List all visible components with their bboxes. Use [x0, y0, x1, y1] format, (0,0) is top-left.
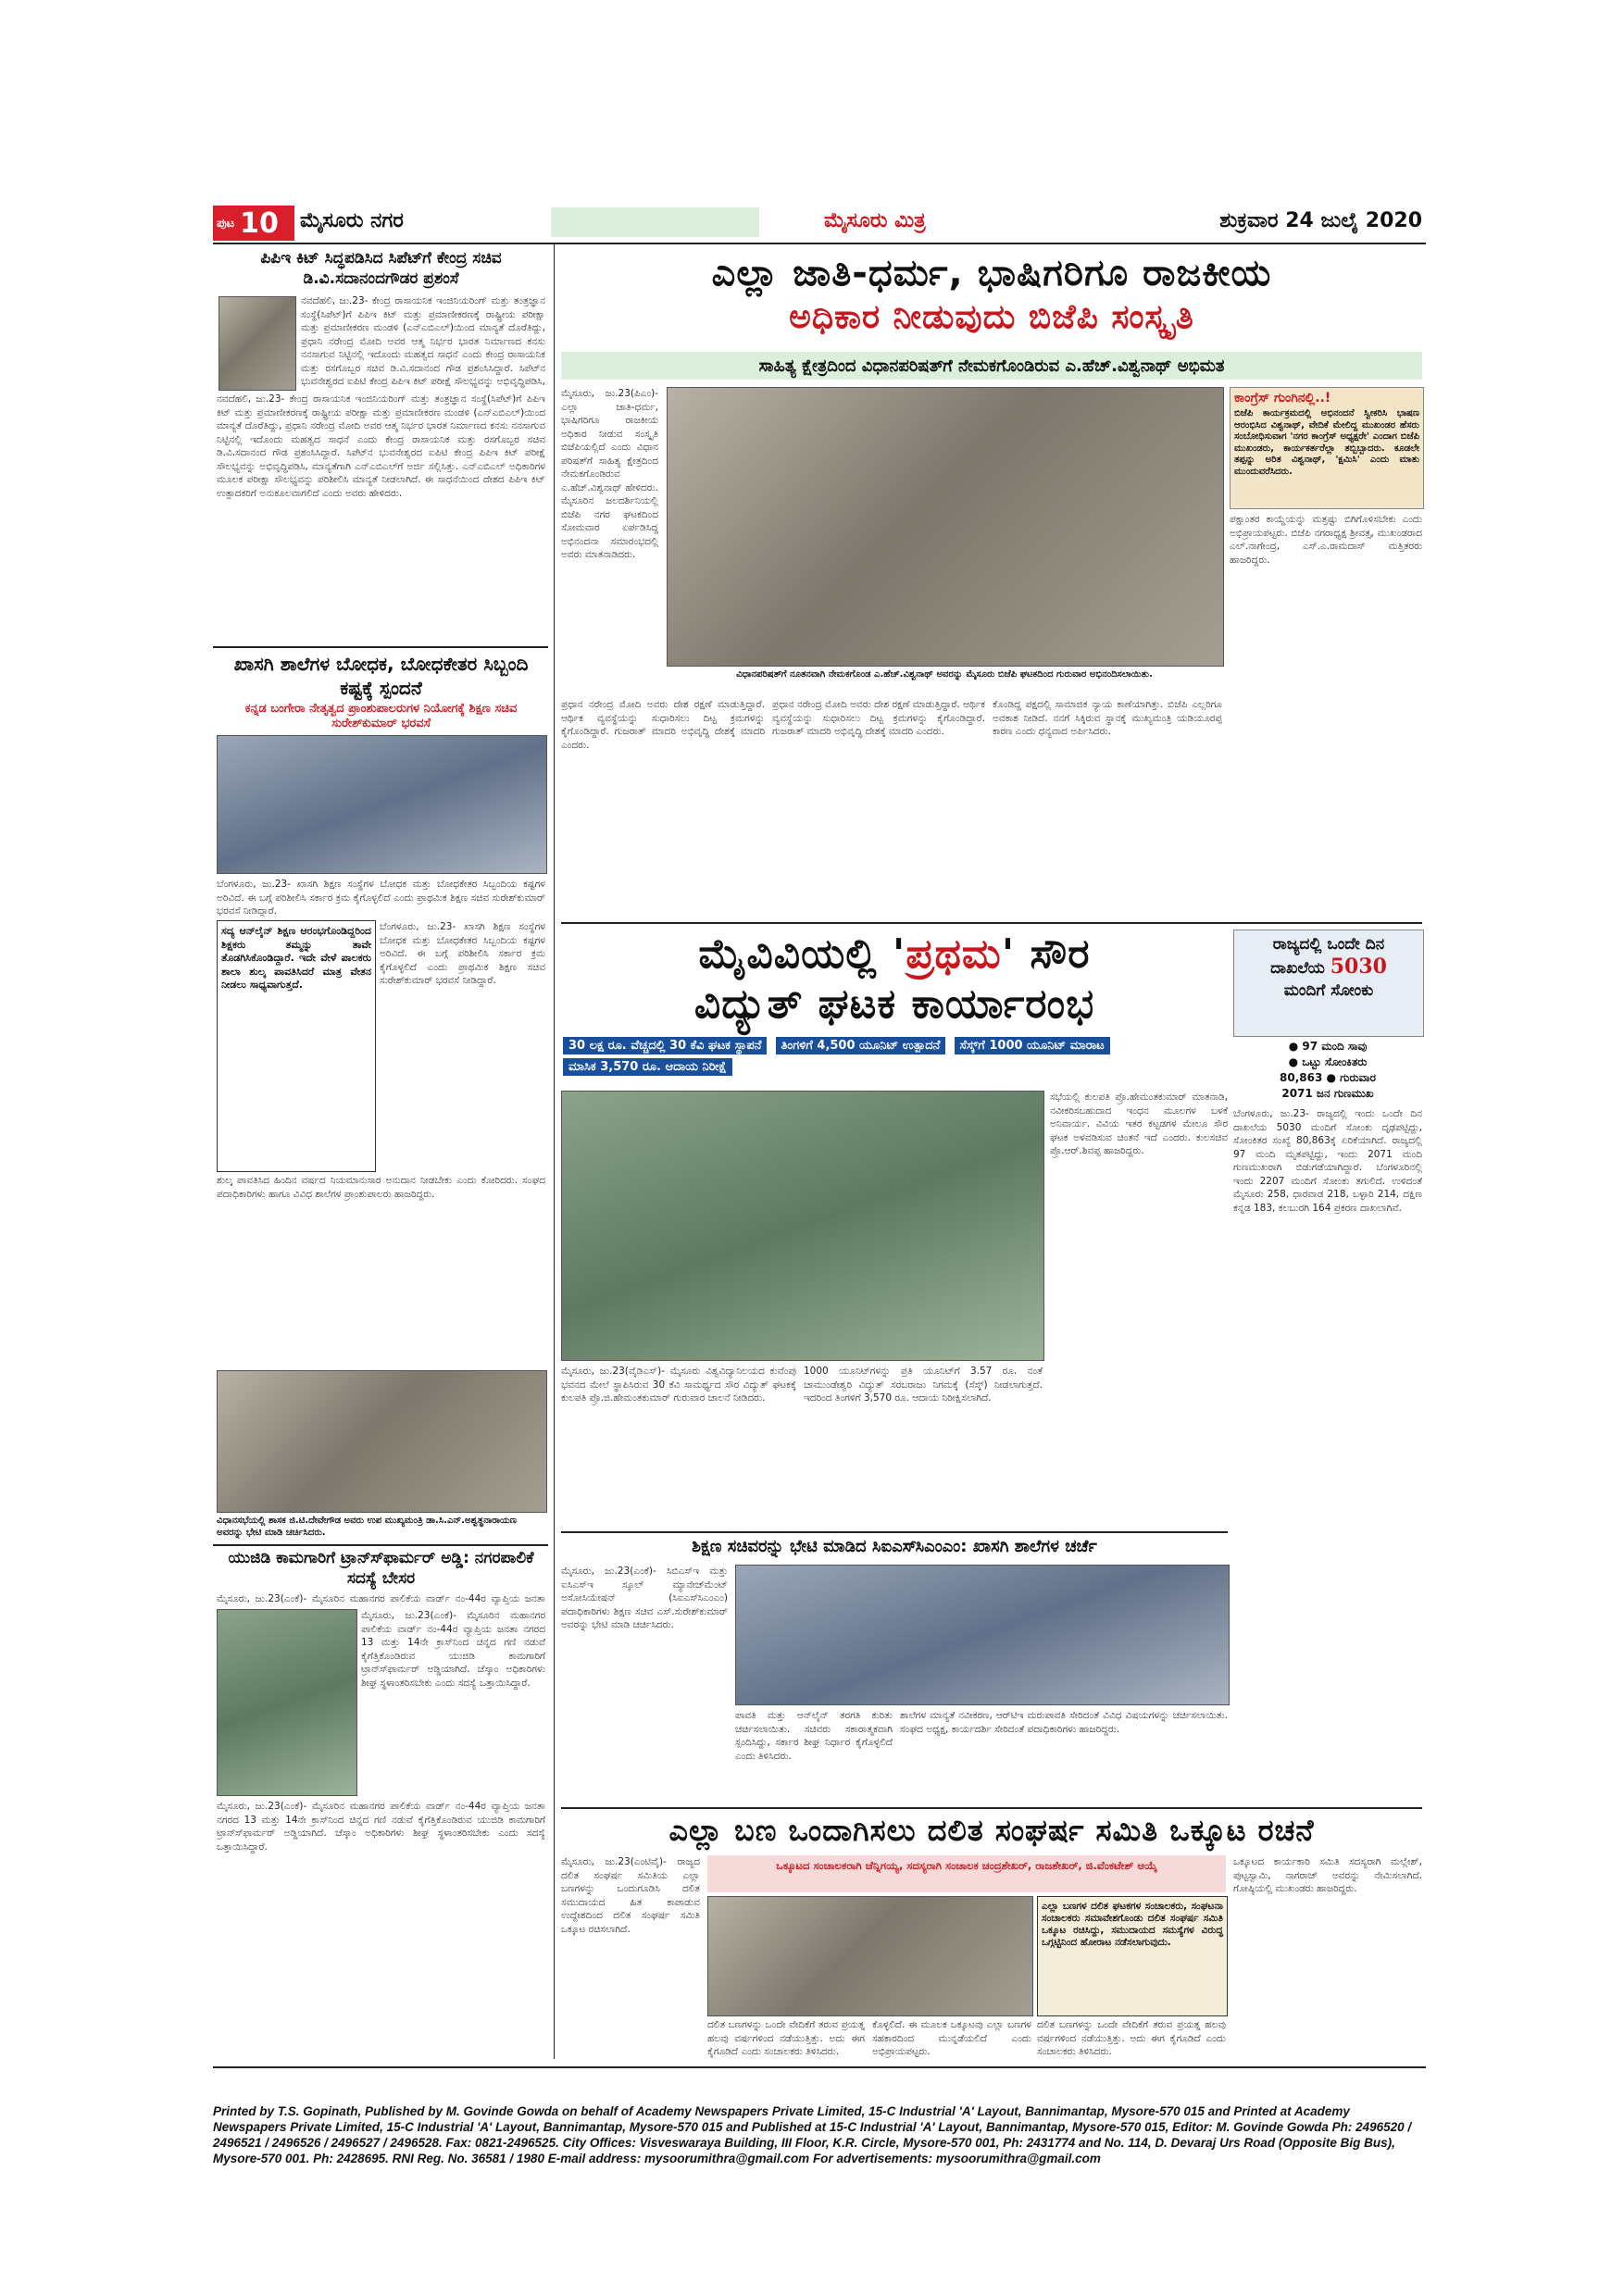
story3-body-lead: ಮೈಸೂರು, ಜು.23(ಎಂಕೆ)- ಮೈಸೂರಿನ ಮಹಾನಗರ ಪಾಲಿಕೆಯ ವಾರ್ಡ್ ನಂ-44ರ ವ್ಯಾಪ್ತಿಯ ಜನತಾ	[217, 1593, 545, 1604]
covid-stats	[1233, 1039, 1422, 1104]
cbse-body3: ಶಾಲೆಗಳ ಮಾನ್ಯತೆ ನವೀಕರಣ, ಆರ್‌ಟಿಇ ಮರುಪಾವತಿ ಸೇರಿದಂತೆ ವಿವಿಧ ವಿಷಯಗಳನ್ನು ಚರ್ಚಿಸಲಾಯಿತು. ಸಂಘದ ಅಧ್ಯಕ್ಷ, ಕಾರ್ಯದರ್ಶಿ ಸೇರಿದಂತೆ ಪದಾಧಿಕಾರಿಗಳು ಹಾಜರಿದ್ದರು.	[900, 1710, 1228, 1735]
masthead-banner	[551, 207, 759, 237]
dalit-headline: ಎಲ್ಲಾ ಬಣ ಒಂದಾಗಿಸಲು ದಲಿತ ಸಂಘರ್ಷ ಸಮಿತಿ ಒಕ್ಕೂಟ ರಚನೆ	[668, 1813, 1315, 1848]
covid-title3: ಮಂದಿಗೆ ಸೋಂಕು	[1283, 981, 1374, 1000]
story1-body: ನವದೆಹಲಿ, ಜು.23- ಕೇಂದ್ರ ರಾಸಾಯನಿಕ ಇಂಜಿನಿಯರಿಂಗ್ ಮತ್ತು ತಂತ್ರಜ್ಞಾನ ಸಂಸ್ಥೆ(ಸಿಪೆಟ್)ಗೆ ಪಿಪಿಇ ಕಿಟ್ ಮತ್ತು ಪ್ರಮಾಣೀಕರಣಕ್ಕೆ ರಾಷ್ಟ್ರೀಯ ಪರೀಕ್ಷಾ ಮತ್ತು ಪ್ರಮಾಣೀಕರಣ ಮಂಡಳಿ (ಎನ್‍ಎಬಿಎಲ್)ಯಿಂದ ಮಾನ್ಯತೆ ದೊರೆತಿದ್ದು, ಪ್ರಧಾನಿ ನರೇಂದ್ರ ಮೋದಿ ಅವರ ಆತ್ಮ ನಿರ್ಭರ ಭಾರತ ನಿರ್ಮಾಣದ ಕನಸು ನನಸಾಗುವ ನಿಟ್ಟಿನಲ್ಲಿ ಇದೊಂದು ಮಹತ್ವದ ಸಾಧನೆ ಎಂದು ಕೇಂದ್ರ ರಾಸಾಯನಿಕ ಮತ್ತು ರಸಗೊಬ್ಬರ ಸಚಿವ ಡಿ.ವಿ.ಸದಾನಂದ ಗೌಡ ಪ್ರಶಂಸಿಸಿದ್ದಾರೆ. ಸಿಪೆಟ್‍ನ ಭುವನೇಶ್ವರದ ಐಪಿಟಿ ಕೇಂದ್ರ ಪಿಪಿಇ ಕಿಟ್ ಪರೀಕ್ಷೆ ಸೌಲಭ್ಯವನ್ನು ಅಭಿವೃದ್ಧಿಪಡಿಸಿ,	[301, 295, 545, 387]
covid-title2-text: ದಾಖಲೆಯ	[1270, 959, 1325, 978]
masthead	[213, 202, 1426, 244]
lead-headline-line1: ಎಲ್ಲಾ ಜಾತಿ-ಧರ್ಮ, ಭಾಷಿಗರಿಗೂ ರಾಜಕೀಯ	[711, 252, 1272, 294]
meeting-photo	[217, 1370, 547, 1513]
lead-subhead-bar	[561, 352, 1422, 380]
solar-body1: ಮೈಸೂರು, ಜು.23(ವೈಡಿಎಸ್)- ಮೈಸೂರು ವಿಶ್ವವಿದ್ಯಾನಿಲಯದ ಕುವೆಂಪು ಭವನದ ಮೇಲೆ ಸ್ಥಾಪಿಸಿರುವ 30 ಕೆವಿ ಸಾಮರ್ಥ್ಯದ ಸೌರ ವಿದ್ಯುತ್ ಘಟಕಕ್ಕೆ ಕುಲಪತಿ ಪ್ರೊ.ಜಿ.ಹೇಮಂತಕುಮಾರ್ ಗುರುವಾರ ಚಾಲನೆ ನೀಡಿದರು.	[561, 1366, 796, 1404]
page-number: 10	[240, 206, 279, 240]
story3-body-cont: ಮೈಸೂರು, ಜು.23(ಎಂಕೆ)- ಮೈಸೂರಿನ ಮಹಾನಗರ ಪಾಲಿಕೆಯ ವಾರ್ಡ್ ನಂ-44ರ ವ್ಯಾಪ್ತಿಯ ಜನತಾ ನಗರದ 13 ಮತ್ತು 14ನೇ ಕ್ರಾಸ್‍ನಿಂದ ಚಿನ್ನದ ಗಣಿ ನಡುವೆ ಕೈಗೆತ್ತಿಕೊಂಡಿರುವ ಯುಜಿಡಿ ಕಾಮಗಾರಿಗೆ ಟ್ರಾನ್ಸ್‍ಫಾರ್ಮರ್ ಅಡ್ಡಿಯಾಗಿದೆ. ಚೆಸ್ಕಾಂ ಅಧಿಕಾರಿಗಳು ಶೀಘ್ರ ಸ್ಥಳಾಂತರಿಸಬೇಕು ಎಂದು ಸದಸ್ಯೆ ಒತ್ತಾಯಿಸಿದ್ದಾರೆ.	[217, 1801, 545, 1853]
minister-photo	[219, 296, 296, 391]
solar-headline-part1: ಮೈವಿವಿಯಲ್ಲಿ '	[698, 930, 906, 978]
lead-photo	[667, 387, 1224, 667]
divider	[561, 922, 1422, 924]
lead-photo-caption: ವಿಧಾನಪರಿಷತ್‍ಗೆ ನೂತನವಾಗಿ ನೇಮಕಗೊಂಡ ಎ.ಹೆಚ್.ವಿಶ್ವನಾಥ್ ಅವರನ್ನು ಮೈಸೂರು ಬಿಜೆಪಿ ಘಟಕದಿಂದ ಗುರುವಾರ ಅಭಿನಂದಿಸಲಾಯಿತು.	[736, 669, 1153, 680]
footer-divider	[213, 2066, 1426, 2068]
covid-stat-total-label: ● ಒಟ್ಟು ಸೋಂಕಿತರು	[1288, 1055, 1368, 1068]
covid-title2	[1234, 955, 1423, 980]
solar-panel-photo	[561, 1091, 1044, 1361]
story2-photo	[217, 735, 547, 874]
imprint-footer: Printed by T.S. Gopinath, Published by M. Govinde Gowda on behalf of Academy Newspapers Private Limited, 15-C Industrial 'A' Layout, Bannimantap, Mysore-570 015 and Printed at Academy Newspapers Private Limited, 15-C Industrial 'A' Layout, Bannimantap, Mysore-570 015 and Published at 15-C Industrial 'A' Layout, Bannimantap, Mysore-570 015, Editor: M. Govinde Gowda Ph: 2496520 / 2496521 / 2496526 / 2496527 / 2496528. Fax: 0821-2496525. City Offices: Visveswaraya Building, III Floor, K.R. Circle, Mysore-570 001, Ph: 2431774 and No. 114, D. Devaraj Urs Road (Opposite Big Bus), Mysore-570 001. Ph: 2428695. RNI Reg. No. 36581 / 1980 E-mail address: mysoorumithra@gmail.com For advertisements: mysoorumithra@gmail.com	[213, 2104, 1412, 2165]
solar-headline-emphasis: ಪ್ರಥಮ	[906, 930, 1002, 978]
newspaper-page	[213, 202, 1426, 2090]
story3-headline: ಯುಜಿಡಿ ಕಾಮಗಾರಿಗೆ ಟ್ರಾನ್ಸ್‍ಫಾರ್ಮರ್ ಅಡ್ಡಿ: ನಗರಪಾಲಿಕೆ ಸದಸ್ಯೆ ಬೇಸರ	[228, 1549, 534, 1588]
congress-sidebar-title: ಕಾಂಗ್ರೆಸ್ ಗುಂಗಿನಲ್ಲಿ..!	[1234, 391, 1331, 406]
lead-col2: ಪ್ರಧಾನ ನರೇಂದ್ರ ಮೋದಿ ಅವರು ದೇಶ ರಕ್ಷಣೆ ಮಾಡುತ್ತಿದ್ದಾರೆ. ಆರ್ಥಿಕ ವ್ಯವಸ್ಥೆಯನ್ನು ಸುಧಾರಿಸಲು ದಿಟ್ಟ ಕ್ರಮಗಳನ್ನು ಕೈಗೊಂಡಿದ್ದಾರೆ. ಗುಜರಾತ್ ಮಾದರಿ ಅಭಿವೃದ್ಧಿ ದೇಶಕ್ಕೆ ಮಾದರಿ ಎಂದರು.	[561, 699, 765, 751]
covid-body: ಬೆಂಗಳೂರು, ಜು.23- ರಾಜ್ಯದಲ್ಲಿ ಇಂದು ಒಂದೇ ದಿನ ದಾಖಲೆಯ 5030 ಮಂದಿಗೆ ಸೋಂಕು ದೃಢಪಟ್ಟಿದ್ದು, ಸೋಂಕಿತರ ಸಂಖ್ಯೆ 80,863ಕ್ಕೆ ಏರಿಕೆಯಾಗಿದೆ. ರಾಜ್ಯದಲ್ಲಿ 97 ಮಂದಿ ಮೃತಪಟ್ಟಿದ್ದು, ಇಂದು 2071 ಮಂದಿ ಗುಣಮುಖರಾಗಿ ಬಿಡುಗಡೆಯಾಗಿದ್ದಾರೆ. ಬೆಂಗಳೂರಿನಲ್ಲಿ ಇಂದು 2207 ಮಂದಿಗೆ ಸೋಂಕು ತಗುಲಿದೆ. ಉಳಿದಂತೆ ಮೈಸೂರು 258, ಧಾರವಾಡ 218, ಬಳ್ಳಾರಿ 214, ದಕ್ಷಿಣ ಕನ್ನಡ 183, ಕಲಬುರಗಿ 164 ಪ್ರಕರಣ ದಾಖಲಾಗಿವೆ.	[1233, 1108, 1422, 1214]
covid-stat-recovered: 2071 ಜನ ಗುಣಮುಖ	[1281, 1087, 1374, 1100]
divider	[561, 1807, 1422, 1809]
dalit-quote-box	[1037, 1896, 1228, 2016]
page-number-badge	[213, 206, 294, 241]
divider	[213, 646, 548, 648]
story1-headline: ಪಿಪಿಇ ಕಿಟ್ ಸಿದ್ಧಪಡಿಸಿದ ಸಿಪೆಟ್‍ಗೆ ಕೇಂದ್ರ ಸಚಿವ ಡಿ.ವಿ.ಸದಾನಂದಗೌಡರ ಪ್ರಶಂಸೆ	[260, 249, 502, 288]
divider	[213, 1544, 548, 1546]
cbse-body2: ಪಾವತಿ ಮತ್ತು ಆನ್‍ಲೈನ್ ತರಗತಿ ಕುರಿತು ಚರ್ಚಿಸಲಾಯಿತು. ಸಚಿವರು ಸಕಾರಾತ್ಮಕವಾಗಿ ಸ್ಪಂದಿಸಿದ್ದು, ಸರ್ಕಾರ ಶೀಘ್ರ ನಿರ್ಧಾರ ಕೈಗೊಳ್ಳಲಿದೆ ಎಂದು ತಿಳಿಸಿದರು.	[735, 1710, 893, 1762]
dalit-red-strip	[707, 1855, 1226, 1892]
dalit-red-strip-text: ಒಕ್ಕೂಟದ ಸಂಚಾಲಕರಾಗಿ ಚೆನ್ನಿಗಯ್ಯ, ಸದಸ್ಯರಾಗಿ ಸಂಚಾಲಕ ಚಂದ್ರಶೇಖರ್, ರಾಜಶೇಖರ್, ಜಿ.ವೆಂಕಟೇಶ್ ಆಯ್ಕೆ	[776, 1859, 1157, 1872]
covid-box	[1233, 930, 1424, 1037]
solar-body2: 1000 ಯೂನಿಟ್‍ಗಳನ್ನು ಪ್ರತಿ ಯೂನಿಟ್‍ಗೆ 3.57 ರೂ. ನಂತೆ ಚಾಮುಂಡೇಶ್ವರಿ ವಿದ್ಯುತ್ ಸರಬರಾಜು ನಿಗಮಕ್ಕೆ (ಸೆಸ್ಕ್) ನೀಡಲಾಗುತ್ತದೆ. ಇದರಿಂದ ತಿಂಗಳಿಗೆ 3,570 ರೂ. ಆದಾಯ ನಿರೀಕ್ಷಿಸಲಾಗಿದೆ.	[804, 1366, 1043, 1404]
lead-headline-line2: ಅಧಿಕಾರ ನೀಡುವುದು ಬಿಜೆಪಿ ಸಂಸ್ಕೃತಿ	[789, 298, 1194, 336]
page-label: ಪುಟ	[217, 216, 235, 231]
cbse-photo	[735, 1565, 1230, 1705]
story2-pull-quote-box	[217, 920, 376, 1172]
dalit-body4: ಒಕ್ಕೂಟದ ಕಾರ್ಯಕಾರಿ ಸಮಿತಿ ಸದಸ್ಯರಾಗಿ ಮಲ್ಲೇಶ್, ಪುಟ್ಟಸ್ವಾಮಿ, ನಾಗರಾಜ್ ಅವರನ್ನು ನೇಮಿಸಲಾಗಿದೆ. ಗೋಷ್ಠಿಯಲ್ಲಿ ಮುಖಂಡರು ಹಾಜರಿದ್ದರು.	[1233, 1856, 1422, 1894]
congress-sidebar-cont: ಪಕ್ಷಾಂತರ ಕಾಯ್ದೆಯನ್ನು ಮತ್ತಷ್ಟು ಬಿಗಿಗೊಳಿಸಬೇಕು ಎಂದು ಅಭಿಪ್ರಾಯಪಟ್ಟರು. ಬಿಜೆಪಿ ನಗರಾಧ್ಯಕ್ಷ ಶ್ರೀವತ್ಸ, ಮುಖಂಡರಾದ ಎಲ್.ನಾಗೇಂದ್ರ, ಎಸ್.ಎ.ರಾಮದಾಸ್ ಮತ್ತಿತರರು ಹಾಜರಿದ್ದರು.	[1230, 514, 1422, 566]
story1-body-cont: ನವದೆಹಲಿ, ಜು.23- ಕೇಂದ್ರ ರಾಸಾಯನಿಕ ಇಂಜಿನಿಯರಿಂಗ್ ಮತ್ತು ತಂತ್ರಜ್ಞಾನ ಸಂಸ್ಥೆ(ಸಿಪೆಟ್)ಗೆ ಪಿಪಿಇ ಕಿಟ್ ಮತ್ತು ಪ್ರಮಾಣೀಕರಣಕ್ಕೆ ರಾಷ್ಟ್ರೀಯ ಪರೀಕ್ಷಾ ಮತ್ತು ಪ್ರಮಾಣೀಕರಣ ಮಂಡಳಿ (ಎನ್‍ಎಬಿಎಲ್)ಯಿಂದ ಮಾನ್ಯತೆ ದೊರೆತಿದ್ದು, ಪ್ರಧಾನಿ ನರೇಂದ್ರ ಮೋದಿ ಅವರ ಆತ್ಮ ನಿರ್ಭರ ಭಾರತ ನಿರ್ಮಾಣದ ಕನಸು ನನಸಾಗುವ ನಿಟ್ಟಿನಲ್ಲಿ ಇದೊಂದು ಮಹತ್ವದ ಸಾಧನೆ ಎಂದು ಕೇಂದ್ರ ರಾಸಾಯನಿಕ ಮತ್ತು ರಸಗೊಬ್ಬರ ಸಚಿವ ಡಿ.ವಿ.ಸದಾನಂದ ಗೌಡ ಪ್ರಶಂಸಿಸಿದ್ದಾರೆ. ಸಿಪೆಟ್‍ನ ಭುವನೇಶ್ವರದ ಐಪಿಟಿ ಕೇಂದ್ರ ಪಿಪಿಇ ಕಿಟ್ ಪರೀಕ್ಷೆ ಸೌಲಭ್ಯವನ್ನು ಅಭಿವೃದ್ಧಿಪಡಿಸಿ, ಮಾನ್ಯತೆಗಾಗಿ ಎನ್‍ಎಬಿಎಲ್‍ಗೆ ಅರ್ಜಿ ಸಲ್ಲಿಸಿತ್ತು. ಎನ್‍ಎಬಿಎಲ್ ಅಧಿಕಾರಿಗಳ ಮೂಲಕ ಪರೀಕ್ಷಾ ಸೌಲಭ್ಯವನ್ನು ಪರಿಶೀಲಿಸಿ ಮಾನ್ಯತೆ ನೀಡಲಾಗಿದೆ. ಈ ಸಾಧನೆಯಿಂದ ದೇಶದ ಪಿಪಿಇ ಕಿಟ್ ಉತ್ಪಾದಕರಿಗೆ ಅನುಕೂಲವಾಗಲಿದೆ ಎಂದು ಅವರು ಹೇಳಿದರು.	[217, 393, 545, 499]
lead-col3: ಪ್ರಧಾನ ನರೇಂದ್ರ ಮೋದಿ ಅವರು ದೇಶ ರಕ್ಷಣೆ ಮಾಡುತ್ತಿದ್ದಾರೆ. ಆರ್ಥಿಕ ವ್ಯವಸ್ಥೆಯನ್ನು ಸುಧಾರಿಸಲು ದಿಟ್ಟ ಕ್ರಮಗಳನ್ನು ಕೈಗೊಂಡಿದ್ದಾರೆ. ಗುಜರಾತ್ ಮಾದರಿ ಅಭಿವೃದ್ಧಿ ದೇಶಕ್ಕೆ ಮಾದರಿ ಎಂದರು.	[772, 699, 985, 737]
story2-subhead: ಕನ್ನಡ ಬಂಗೇರಾ ನೇತೃತ್ವದ ಪ್ರಾಂಶುಪಾಲರುಗಳ ನಿಯೋಗಕ್ಕೆ ಶಿಕ್ಷಣ ಸಚಿವ ಸುರೇಶ್‍ಕುಮಾರ್ ಭರವಸೆ	[244, 702, 518, 730]
cbse-body1: ಮೈಸೂರು, ಜು.23(ಎಂಕೆ)- ಸಿಬಿಎಸ್‍ಇ ಮತ್ತು ಐಸಿಎಸ್‍ಇ ಸ್ಕೂಲ್ ಮ್ಯಾನೇಜ್‍ಮೆಂಟ್ ಅಸೋಸಿಯೇಷನ್ (ಸಿಐಎಸ್‍ಸಿಎಂಎಂ) ಪದಾಧಿಕಾರಿಗಳು ಶಿಕ್ಷಣ ಸಚಿವ ಎಸ್.ಸುರೇಶ್‍ಕುಮಾರ್ ಅವರನ್ನು ಭೇಟಿ ಮಾಡಿ ಚರ್ಚಿಸಿದರು.	[561, 1566, 728, 1630]
congress-sidebar-body: ಬಿಜೆಪಿ ಕಾರ್ಯಕ್ರಮದಲ್ಲಿ ಅಭಿನಂದನೆ ಸ್ವೀಕರಿಸಿ ಭಾಷಣ ಆರಂಭಿಸಿದ ವಿಶ್ವನಾಥ್, ವೇದಿಕೆ ಮೇಲಿದ್ದ ಮುಖಂಡರ ಹೆಸರು ಸಂಬೋಧಿಸುವಾಗ 'ನಗರ ಕಾಂಗ್ರೆಸ್ ಅಧ್ಯಕ್ಷರೇ' ಎಂದಾಗ ಬಿಜೆಪಿ ಮುಖಂಡರು, ಕಾರ್ಯಕರ್ತರೆಲ್ಲಾ ತಬ್ಬಿಬ್ಬಾದರು. ಕೂಡಲೇ ತಪ್ಪನ್ನು ಅರಿತ ವಿಶ್ವನಾಥ್, 'ಕ್ಷಮಿಸಿ' ಎಂದು ಮಾತು ಮುಂದುವರೆಸಿದರು.	[1234, 408, 1419, 477]
story2-headline: ಖಾಸಗಿ ಶಾಲೆಗಳ ಬೋಧಕ, ಬೋಧಕೇತರ ಸಿಬ್ಬಂದಿ ಕಷ್ಟಕ್ಕೆ ಸ್ಪಂದನೆ	[233, 653, 529, 699]
lead-col4: ಕೊಂಡಿದ್ದ ಪಕ್ಷದಲ್ಲಿ ಸಾಮಾಜಿಕ ನ್ಯಾಯ ಕಾಣೆಯಾಗಿತ್ತು. ಬಿಜೆಪಿ ಎಲ್ಲರಿಗೂ ಅವಕಾಶ ನೀಡಿದೆ. ನನಗೆ ಸಿಕ್ಕಿರುವ ಸ್ಥಾನಕ್ಕೆ ಮುಖ್ಯಮಂತ್ರಿ ಯಡಿಯೂರಪ್ಪ ಕಾರಣ ಎಂದು ಧನ್ಯವಾದ ಅರ್ಪಿಸಿದರು.	[993, 699, 1222, 737]
lead-col1: ಮೈಸೂರು, ಜು.23(ಪಿಎಂ)- ಎಲ್ಲಾ ಜಾತಿ-ಧರ್ಮ, ಭಾಷಿಗರಿಗೂ ರಾಜಕೀಯ ಅಧಿಕಾರ ನೀಡುವ ಸಂಸ್ಕೃತಿ ಬಿಜೆಪಿಯಲ್ಲಿದೆ ಎಂದು ವಿಧಾನ ಪರಿಷತ್‍ಗೆ ಸಾಹಿತ್ಯ ಕ್ಷೇತ್ರದಿಂದ ನೇಮಕಗೊಂಡಿರುವ ಎ.ಹೆಚ್.ವಿಶ್ವನಾಥ್ ಹೇಳಿದರು. ಮೈಸೂರಿನ ಜಲದರ್ಶಿನಿಯಲ್ಲಿ ಬಿಜೆಪಿ ನಗರ ಘಟಕದಿಂದ ಸೋಮವಾರ ಏರ್ಪಡಿಸಿದ್ದ ಅಭಿನಂದನಾ ಸಮಾರಂಭದಲ್ಲಿ ಅವರು ಮಾತನಾಡಿದರು.	[561, 388, 658, 560]
column-rule	[554, 244, 555, 2059]
solar-highlight: 30 ಲಕ್ಷ ರೂ. ವೆಚ್ಚದಲ್ಲಿ 30 ಕೆವಿ ಘಟಕ ಸ್ಥಾಪನೆ	[563, 1037, 767, 1054]
story2-body2: ಶುಲ್ಕ ಪಾವತಿಸಿದ ಹಿಂದಿನ ವರ್ಷದ ನಿಯಮಾನುಸಾರ ಅನುದಾನ ನೀಡಬೇಕು ಎಂದು ಕೋರಿದರು. ಸಂಘದ ಪದಾಧಿಕಾರಿಗಳು ಹಾಗೂ ವಿವಿಧ ಶಾಲೆಗಳ ಪ್ರಾಂಶುಪಾಲರು ಹಾಜರಿದ್ದರು.	[217, 1175, 545, 1200]
congress-sidebar	[1230, 387, 1424, 509]
solar-headline-block	[561, 930, 1228, 1033]
covid-title1: ರಾಜ್ಯದಲ್ಲಿ ಒಂದೇ ದಿನ	[1272, 935, 1385, 954]
dalit-quote: ಎಲ್ಲಾ ಬಣಗಳ ದಲಿತ ಘಟಕಗಳ ಸಂಚಾಲಕರು, ಸಂಘಟನಾ ಸಂಚಾಲಕರು ಸಮಾವೇಶಗೊಂಡು ದಲಿತ ಸಂಘರ್ಷ ಸಮಿತಿ ಒಕ್ಕೂಟ ರಚಿಸಿದ್ದು, ಸಮುದಾಯದ ಸಮಸ್ಯೆಗಳ ವಿರುದ್ಧ ಒಗ್ಗಟ್ಟಿನಿಂದ ಹೋರಾಟ ನಡೆಸಲಾಗುವುದು.	[1042, 1901, 1223, 1948]
solar-highlight: ಸೆಸ್ಕ್‌ಗೆ 1000 ಯೂನಿಟ್ ಮಾರಾಟ	[955, 1037, 1110, 1054]
paper-logo: ಮೈಸೂರು ಮಿತ್ರ	[824, 209, 926, 232]
solar-headline-line2: ವಿದ್ಯುತ್ ಘಟಕ ಕಾರ್ಯಾರಂಭ	[693, 980, 1095, 1028]
issue-date: ಶುಕ್ರವಾರ 24 ಜುಲೈ 2020	[1219, 209, 1422, 232]
covid-count: 5030	[1330, 955, 1387, 979]
covid-stat-deaths: ● 97 ಮಂದಿ ಸಾವು	[1288, 1040, 1368, 1053]
solar-headline-part2: ' ಸೌರ	[1001, 930, 1091, 978]
divider	[561, 1531, 1228, 1533]
solar-highlights	[561, 1035, 1228, 1085]
story2-pull-quote: ಸದ್ಯ ಆನ್‍ಲೈನ್ ಶಿಕ್ಷಣ ಆರಂಭಗೊಂಡಿದ್ದರಿಂದ ಶಿಕ್ಷಕರು ತಮ್ಮನ್ನು ತಾವೇ ತೊಡಗಿಸಿಕೊಂಡಿದ್ದಾರೆ. ಇದೇ ವೇಳೆ ಪಾಲಕರು ಶಾಲಾ ಶುಲ್ಕ ಪಾವತಿಸಿದರೆ ಮಾತ್ರ ವೇತನ ನೀಡಲು ಸಾಧ್ಯವಾಗುತ್ತದೆ.	[221, 925, 371, 991]
meeting-photo-caption: ವಿಧಾನಸಭೆಯಲ್ಲಿ ಶಾಸಕ ಜಿ.ಟಿ.ದೇವೇಗೌಡ ಅವರು ಉಪ ಮುಖ್ಯಮಂತ್ರಿ ಡಾ.ಸಿ.ಎನ್.ಅಶ್ವತ್ಥನಾರಾಯಣ ಅವರನ್ನು ಭೇಟಿ ಮಾಡಿ ಚರ್ಚಿಸಿದರು.	[217, 1516, 517, 1538]
lead-headline-block	[561, 250, 1422, 343]
solar-highlight: ತಿಂಗಳಿಗೆ 4,500 ಯೂನಿಟ್ ಉತ್ಪಾದನೆ	[776, 1037, 946, 1054]
cbse-headline: ಶಿಕ್ಷಣ ಸಚಿವರನ್ನು ಭೇಟಿ ಮಾಡಿದ ಸಿಐಎಸ್‍ಸಿಎಂಎಂ: ಖಾಸಗಿ ಶಾಲೆಗಳ ಚರ್ಚೆ	[692, 1537, 1097, 1556]
covid-stat-total: 80,863 ● ಗುರುವಾರ	[1280, 1071, 1376, 1084]
story3-body: ಮೈಸೂರು, ಜು.23(ಎಂಕೆ)- ಮೈಸೂರಿನ ಮಹಾನಗರ ಪಾಲಿಕೆಯ ವಾರ್ಡ್ ನಂ-44ರ ವ್ಯಾಪ್ತಿಯ ಜನತಾ ನಗರದ 13 ಮತ್ತು 14ನೇ ಕ್ರಾಸ್‍ನಿಂದ ಚಿನ್ನದ ಗಣಿ ನಡುವೆ ಕೈಗೆತ್ತಿಕೊಂಡಿರುವ ಯುಜಿಡಿ ಕಾಮಗಾರಿಗೆ ಟ್ರಾನ್ಸ್‍ಫಾರ್ಮರ್ ಅಡ್ಡಿಯಾಗಿದೆ. ಚೆಸ್ಕಾಂ ಅಧಿಕಾರಿಗಳು ಶೀಘ್ರ ಸ್ಥಳಾಂತರಿಸಬೇಕು ಎಂದು ಸದಸ್ಯೆ ಒತ್ತಾಯಿಸಿದ್ದಾರೆ.	[361, 1610, 545, 1689]
lead-subhead: ಸಾಹಿತ್ಯ ಕ್ಷೇತ್ರದಿಂದ ವಿಧಾನಪರಿಷತ್‍ಗೆ ನೇಮಕಗೊಂಡಿರುವ ಎ.ಹೆಚ್.ವಿಶ್ವನಾಥ್ ಅಭಿಮತ	[758, 356, 1225, 376]
dalit-body2-cont: ದಲಿತ ಬಣಗಳನ್ನು ಒಂದೇ ವೇದಿಕೆಗೆ ತರುವ ಪ್ರಯತ್ನ ಹಲವು ವರ್ಷಗಳಿಂದ ನಡೆಯುತ್ತಿತ್ತು. ಅದು ಈಗ ಕೈಗೂಡಿದೆ ಎಂದು ಸಂಚಾಲಕರು ತಿಳಿಸಿದರು.	[1037, 2019, 1226, 2057]
solar-body3: ಸಭೆಯಲ್ಲಿ ಕುಲಪತಿ ಪ್ರೊ.ಹೇಮಂತಕುಮಾರ್ ಮಾತನಾಡಿ, ನವೀಕರಿಸಬಹುದಾದ ಇಂಧನ ಮೂಲಗಳ ಬಳಕೆ ಅನಿವಾರ್ಯ. ವಿವಿಯ ಇತರ ಕಟ್ಟಡಗಳ ಮೇಲೂ ಸೌರ ಘಟಕ ಅಳವಡಿಸುವ ಚಿಂತನೆ ಇದೆ ಎಂದರು. ಕುಲಸಚಿವ ಪ್ರೊ.ಆರ್.ಶಿವಪ್ಪ ಹಾಜರಿದ್ದರು.	[1050, 1092, 1228, 1156]
story2-body: ಬೆಂಗಳೂರು, ಜು.23- ಖಾಸಗಿ ಶಿಕ್ಷಣ ಸಂಸ್ಥೆಗಳ ಬೋಧಕ ಮತ್ತು ಬೋಧಕೇತರ ಸಿಬ್ಬಂದಿಯ ಕಷ್ಟಗಳ ಅರಿವಿದೆ. ಈ ಬಗ್ಗೆ ಪರಿಶೀಲಿಸಿ ಸರ್ಕಾರ ಕ್ರಮ ಕೈಗೊಳ್ಳಲಿದೆ ಎಂದು ಪ್ರಾಥಮಿಕ ಶಿಕ್ಷಣ ಸಚಿವ ಸುರೇಶ್‍ಕುಮಾರ್ ಭರವಸೆ ನೀಡಿದ್ದಾರೆ.	[217, 879, 545, 917]
solar-highlight: ಮಾಸಿಕ 3,570 ರೂ. ಆದಾಯ ನಿರೀಕ್ಷೆ	[563, 1058, 732, 1076]
left-column	[213, 248, 548, 2058]
section-title: ಮೈಸೂರು ನಗರ	[300, 209, 404, 232]
solar-headline-line1	[561, 930, 1228, 980]
dalit-body2: ದಲಿತ ಬಣಗಳನ್ನು ಒಂದೇ ವೇದಿಕೆಗೆ ತರುವ ಪ್ರಯತ್ನ ಹಲವು ವರ್ಷಗಳಿಂದ ನಡೆಯುತ್ತಿತ್ತು. ಅದು ಈಗ ಕೈಗೂಡಿದೆ ಎಂದು ಸಂಚಾಲಕರು ತಿಳಿಸಿದರು.	[707, 2019, 865, 2057]
transformer-photo	[217, 1609, 357, 1796]
dalit-photo	[707, 1896, 1033, 2016]
dalit-body1: ಮೈಸೂರು, ಜು.23(ಎಂಟಿವೈ)- ರಾಜ್ಯದ ದಲಿತ ಸಂಘರ್ಷ ಸಮಿತಿಯ ಎಲ್ಲಾ ಬಣಗಳನ್ನು ಒಂದುಗೂಡಿಸಿ ದಲಿತ ಸಮುದಾಯದ ಹಿತ ಕಾಪಾಡುವ ಉದ್ದೇಶದಿಂದ ದಲಿತ ಸಂಘರ್ಷ ಸಮಿತಿ ಒಕ್ಕೂಟ ರಚಿಸಲಾಗಿದೆ.	[561, 1856, 700, 1935]
dalit-body3: ಕೊಳ್ಳಲಿದೆ. ಈ ಮೂಲಕ ಒಕ್ಕೂಟವು ಎಲ್ಲಾ ಬಣಗಳ ಸಹಕಾರದಿಂದ ಮುನ್ನಡೆಯಲಿದೆ ಎಂದು ಅಭಿಪ್ರಾಯಪಟ್ಟರು.	[872, 2019, 1031, 2057]
story2-body-col2: ಬೆಂಗಳೂರು, ಜು.23- ಖಾಸಗಿ ಶಿಕ್ಷಣ ಸಂಸ್ಥೆಗಳ ಬೋಧಕ ಮತ್ತು ಬೋಧಕೇತರ ಸಿಬ್ಬಂದಿಯ ಕಷ್ಟಗಳ ಅರಿವಿದೆ. ಈ ಬಗ್ಗೆ ಪರಿಶೀಲಿಸಿ ಸರ್ಕಾರ ಕ್ರಮ ಕೈಗೊಳ್ಳಲಿದೆ ಎಂದು ಪ್ರಾಥಮಿಕ ಶಿಕ್ಷಣ ಸಚಿವ ಸುರೇಶ್‍ಕುಮಾರ್ ಭರವಸೆ ನೀಡಿದ್ದಾರೆ.	[380, 921, 545, 986]
